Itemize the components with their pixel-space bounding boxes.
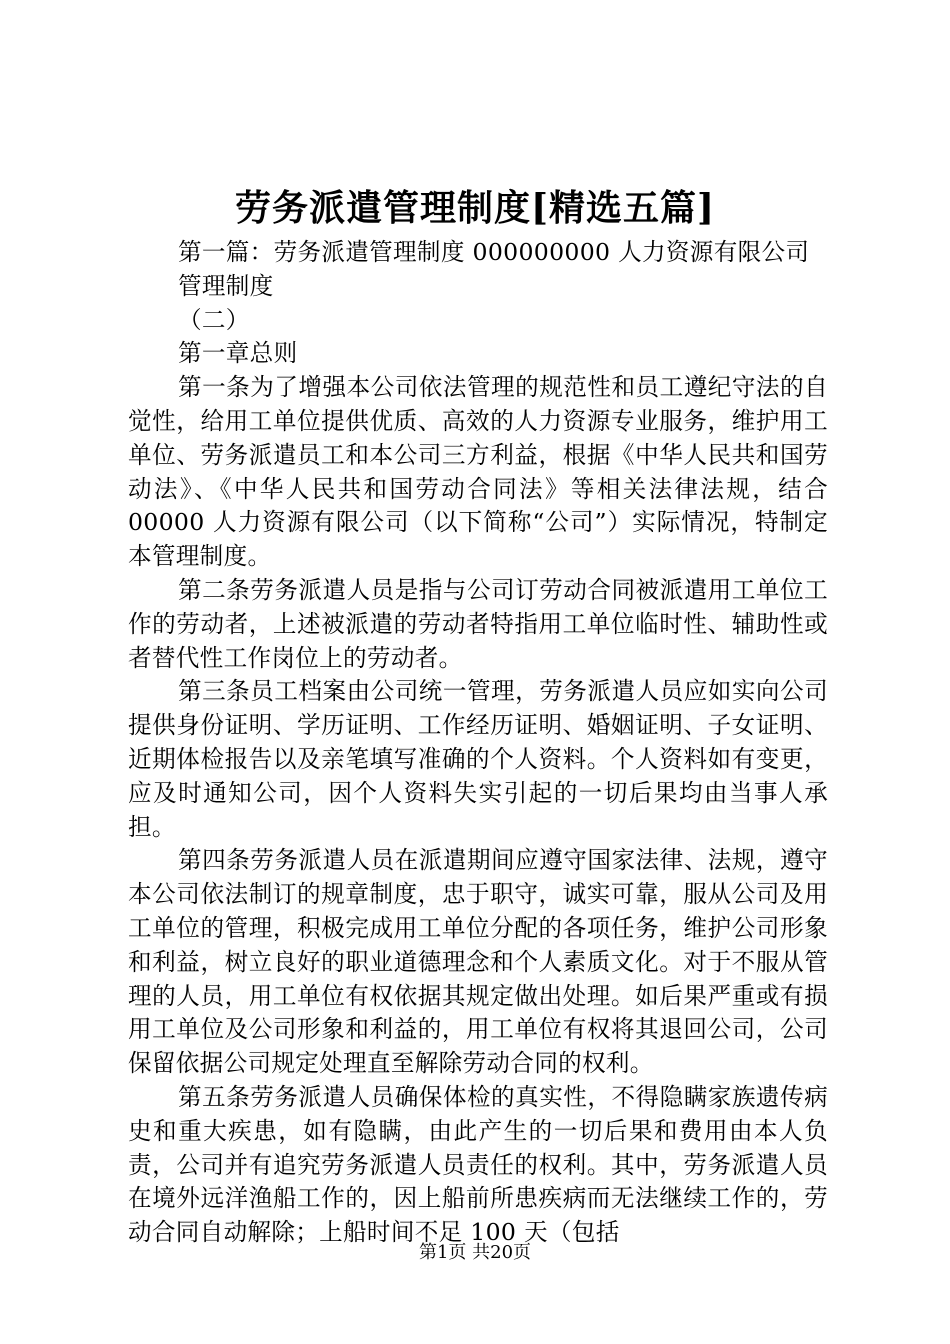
section-heading-line-1: 第一篇：劳务派遣管理制度 000000000 人力资源有限公司	[178, 238, 810, 266]
paragraph-article-4: 第四条劳务派遣人员在派遣期间应遵守国家法律、法规，遵守本公司依法制订的规章制度，忠于职守，诚实可靠，服从公司及用工单位的管理，积极完成用工单位分配的各项任务，维护公司形象和利益，树立良好的职业道德理念和个人素质文化。对于不服从管理的人员，用工单位有权依据其规定做出处理。如后果严重或有损用工单位及公司形象和利益的，用工单位有权将其退回公司，公司保留依据公司规定处理直至解除劳动合同的权利。	[128, 846, 828, 1078]
document-title: 劳务派遣管理制度[精选五篇]	[234, 187, 716, 229]
section-subheading: （二）	[178, 305, 250, 334]
section-heading-line-2: 管理制度	[178, 271, 274, 300]
document-body	[128, 236, 828, 1250]
page-number-footer: 第1页 共20页	[418, 1242, 532, 1263]
paragraph-article-3: 第三条员工档案由公司统一管理，劳务派遣人员应如实向公司提供身份证明、学历证明、工作经历证明、婚姻证明、子女证明、近期体检报告以及亲笔填写准确的个人资料。个人资料如有变更，应及时通知公司，因个人资料失实引起的一切后果均由当事人承担。	[128, 677, 828, 841]
paragraph-article-2: 第二条劳务派遣人员是指与公司订劳动合同被派遣用工单位工作的劳动者，上述被派遣的劳动者特指用工单位临时性、辅助性或者替代性工作岗位上的劳动者。	[128, 575, 828, 672]
paragraph-article-5: 第五条劳务派遣人员确保体检的真实性，不得隐瞒家族遗传病史和重大疾患，如有隐瞒，由此产生的一切后果和费用由本人负责，公司并有追究劳务派遣人员责任的权利。其中，劳务派遣人员在境外远洋渔船工作的，因上船前所患疾病而无法继续工作的，劳动合同自动解除；上船时间不足 100 天（包括	[128, 1082, 828, 1247]
paragraph-article-1: 第一条为了增强本公司依法管理的规范性和员工遵纪守法的自觉性，给用工单位提供优质、高效的人力资源专业服务，维护用工单位、劳务派遣员工和本公司三方利益，根据《中华人民共和国劳动法》、《中华人民共和国劳动合同法》等相关法律法规，结合 00000 人力资源有限公司（以下简称“公司”）实际情况，特制定本管理制度。	[128, 373, 828, 571]
chapter-heading: 第一章总则	[178, 339, 298, 368]
